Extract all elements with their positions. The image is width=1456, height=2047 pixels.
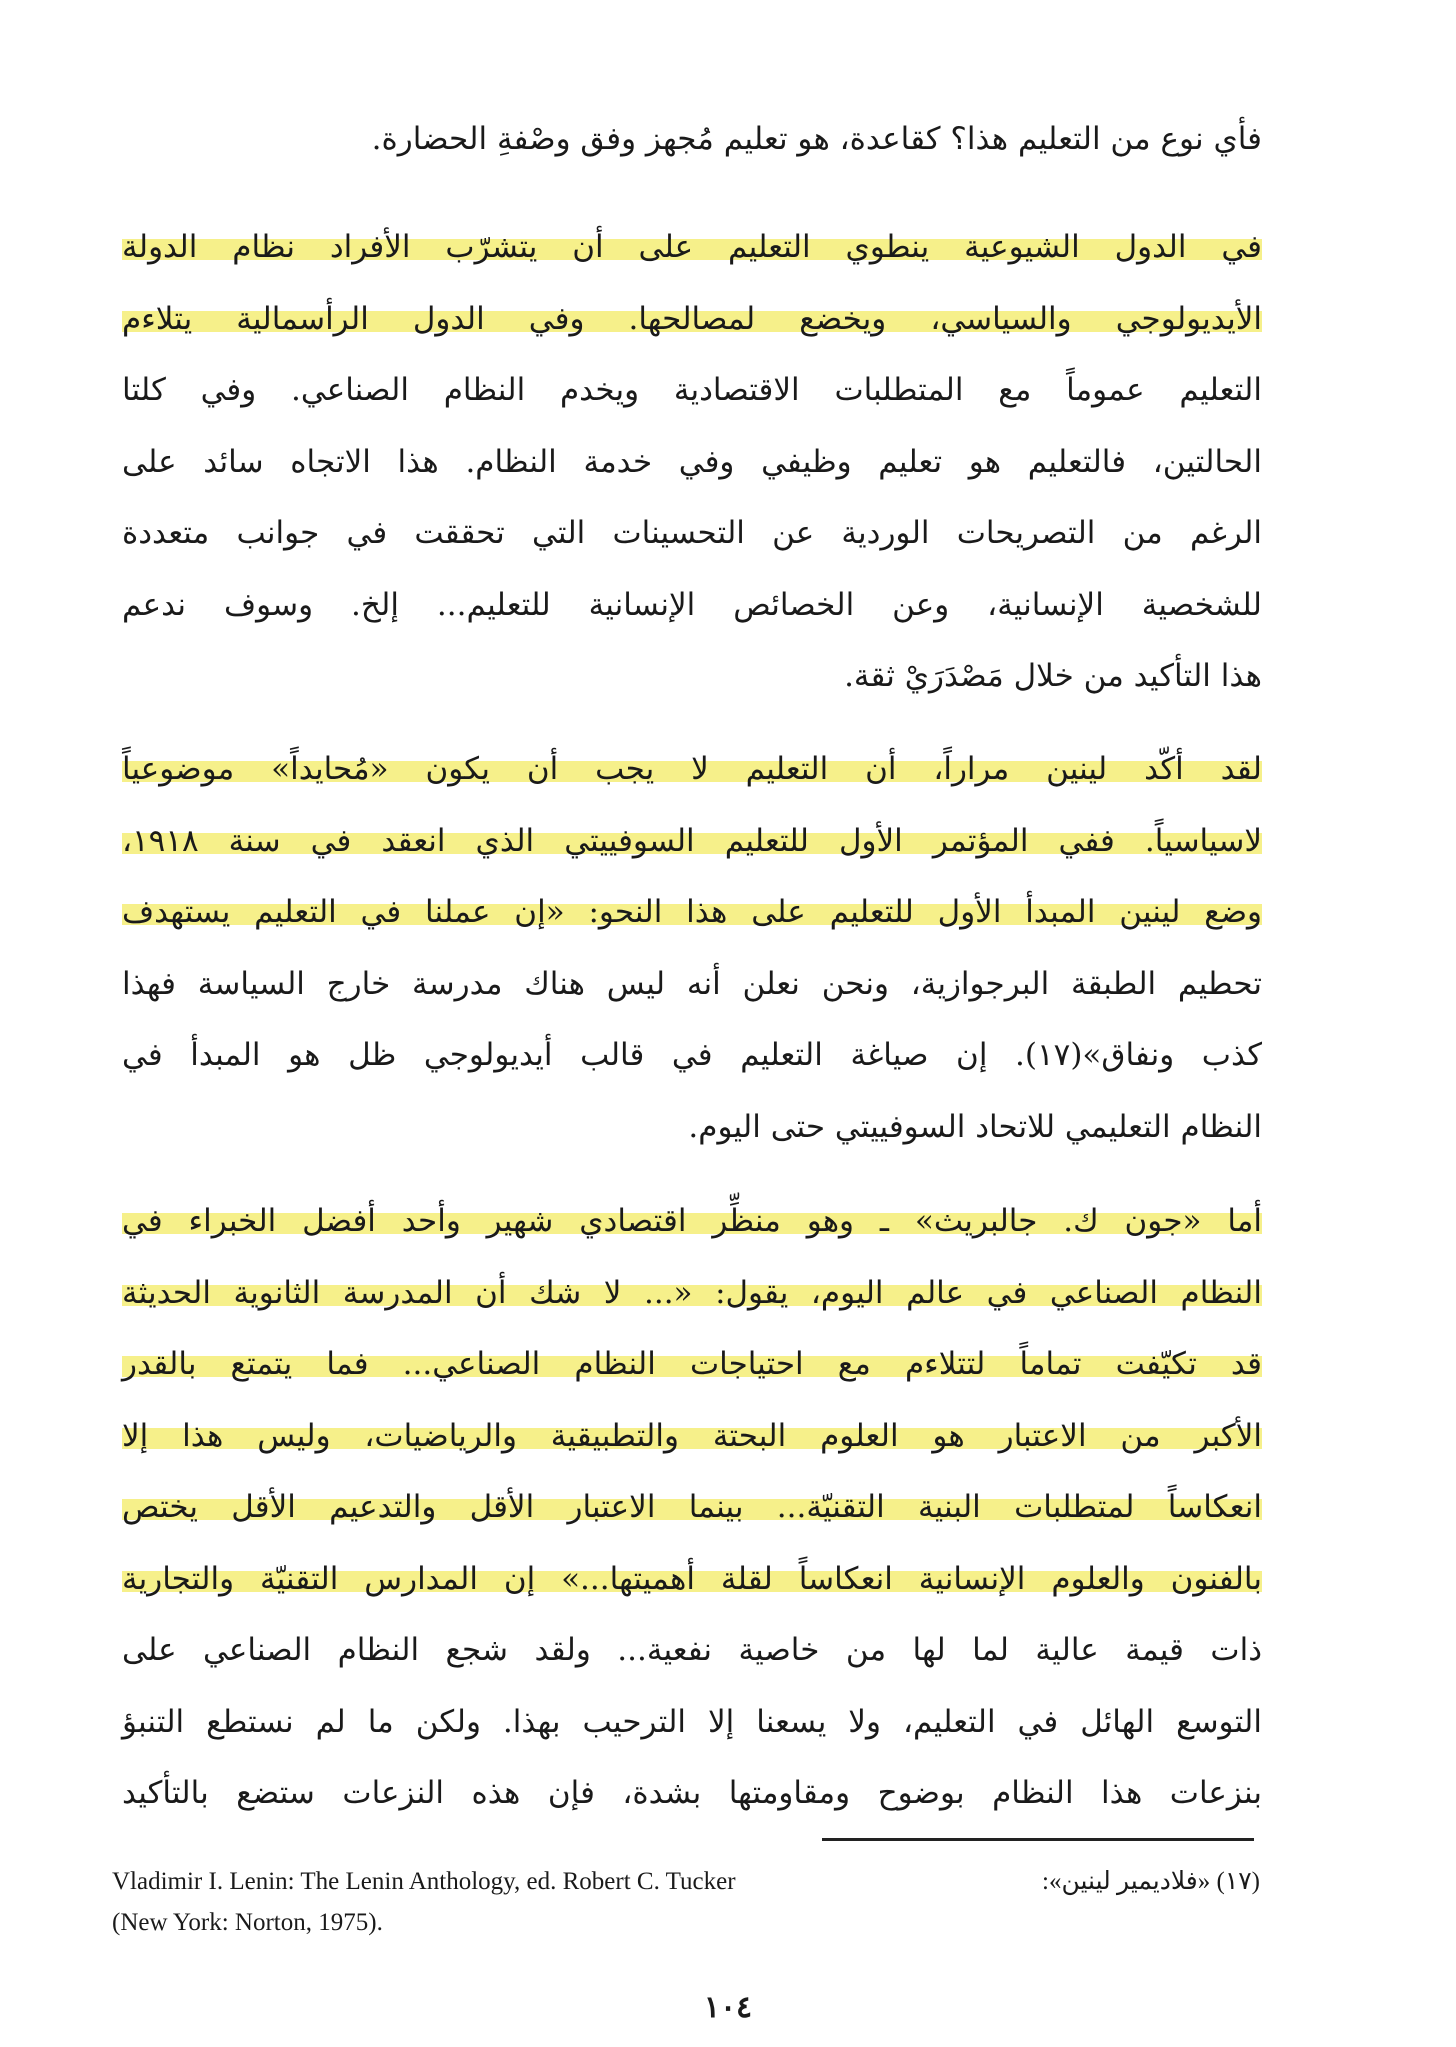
- text-line: [122, 1186, 1262, 1258]
- highlighted-text: لاسياسياً. ففي المؤتمر الأول للتعليم السوفييتي الذي انعقد في سنة ١٩١٨،: [122, 822, 1262, 859]
- text-line: [122, 284, 1262, 356]
- text-line: النظام التعليمي للاتحاد السوفييتي حتى اليوم.: [688, 1108, 1262, 1145]
- footnote-separator: [822, 1838, 1254, 1841]
- text-line: للشخصية الإنسانية، وعن الخصائص الإنسانية للتعليم... إلخ. وسوف ندعم: [122, 586, 1262, 623]
- text-line: هذا التأكيد من خلال مَصْدَرَيْ ثقة.: [844, 658, 1262, 694]
- highlighted-text: الأيديولوجي والسياسي، ويخضع لمصالحها. وفي الدول الرأسمالية يتلاءم: [122, 300, 1262, 337]
- paragraph-4: [122, 1186, 1262, 1830]
- text-line: [122, 1472, 1262, 1544]
- footnote-publisher: (New York: Norton, 1975).: [112, 1909, 383, 1936]
- highlighted-text: بالفنون والعلوم الإنسانية انعكاساً لقلة أهميتها...» إن المدارس التقنيّة والتجارية: [122, 1560, 1262, 1597]
- text-line: الحالتين، فالتعليم هو تعليم وظيفي وفي خدمة النظام. هذا الاتجاه سائد على: [122, 443, 1262, 480]
- highlighted-text: وضع لينين المبدأ الأول للتعليم على هذا النحو: «إن عملنا في التعليم يستهدف: [122, 894, 1262, 930]
- text-line: التوسع الهائل في التعليم، ولا يسعنا إلا الترحيب بهذا. ولكن ما لم نستطع التنبؤ: [122, 1703, 1262, 1740]
- text-line: [122, 212, 1262, 284]
- text-line: تحطيم الطبقة البرجوازية، ونحن نعلن أنه ليس هناك مدرسة خارج السياسة فهذا: [122, 965, 1262, 1002]
- highlighted-text: في الدول الشيوعية ينطوي التعليم على أن يتشرّب الأفراد نظام الدولة: [122, 229, 1262, 265]
- footnote-marker-arabic: [1042, 1862, 1260, 1902]
- text-line: ذات قيمة عالية لما لها من خاصية نفعية... ولقد شجع النظام الصناعي على: [122, 1632, 1262, 1668]
- text-line: [122, 877, 1262, 949]
- footnote-marker: (١٧): [1216, 1868, 1260, 1895]
- paragraph-3: [122, 734, 1262, 1163]
- paragraph-1: [122, 104, 1262, 176]
- text-line: [122, 1401, 1262, 1473]
- highlighted-text: انعكاساً لمتطلبات البنية التقنيّة... بينما الاعتبار الأقل والتدعيم الأقل يختص: [122, 1489, 1262, 1525]
- footnote-line-1: [112, 1862, 1260, 1902]
- highlighted-text: قد تكيّفت تماماً لتتلاءم مع احتياجات النظام الصناعي... فما يتمتع بالقدر: [122, 1346, 1262, 1382]
- page-number: ١٠٤: [703, 1990, 753, 2025]
- highlighted-text: النظام الصناعي في عالم اليوم، يقول: «... لا شك أن المدرسة الثانوية الحديثة: [122, 1274, 1262, 1311]
- paragraph-2: [122, 212, 1262, 713]
- text-line: [122, 734, 1262, 806]
- highlighted-text: الأكبر من الاعتبار هو العلوم البحتة والتطبيقية والرياضيات، وليس هذا إلا: [122, 1417, 1262, 1454]
- text-line: بنزعات هذا النظام بوضوح ومقاومتها بشدة، فإن هذه النزعات ستضع بالتأكيد: [122, 1775, 1262, 1811]
- text-line: [122, 806, 1262, 878]
- footnote-citation-english: Vladimir I. Lenin: The Lenin Anthology, ed. Robert C. Tucker: [112, 1868, 736, 1895]
- text-line: التعليم عموماً مع المتطلبات الاقتصادية ويخدم النظام الصناعي. وفي كلتا: [122, 372, 1262, 408]
- highlighted-text: لقد أكّد لينين مراراً، أن التعليم لا يجب أن يكون «مُحايداً» موضوعياً: [122, 751, 1262, 787]
- footnote-arabic-name: «فلاديمير لينين»:: [1042, 1868, 1211, 1895]
- text-line: [122, 1258, 1262, 1330]
- text-line: فأي نوع من التعليم هذا؟ كقاعدة، هو تعليم مُجهز وفق وصْفةِ الحضارة.: [371, 121, 1262, 157]
- highlighted-text: أما «جون ك. جالبريث» ـ وهو منظِّر اقتصادي شهير وأحد أفضل الخبراء في: [122, 1203, 1262, 1239]
- text-line: الرغم من التصريحات الوردية عن التحسينات التي تحققت في جوانب متعددة: [122, 515, 1262, 551]
- text-line: كذب ونفاق»(١٧). إن صياغة التعليم في قالب أيديولوجي ظل هو المبدأ في: [122, 1037, 1263, 1073]
- text-line: [122, 1544, 1262, 1616]
- text-line: [122, 1329, 1262, 1401]
- footnote-line-2: [112, 1903, 1260, 1943]
